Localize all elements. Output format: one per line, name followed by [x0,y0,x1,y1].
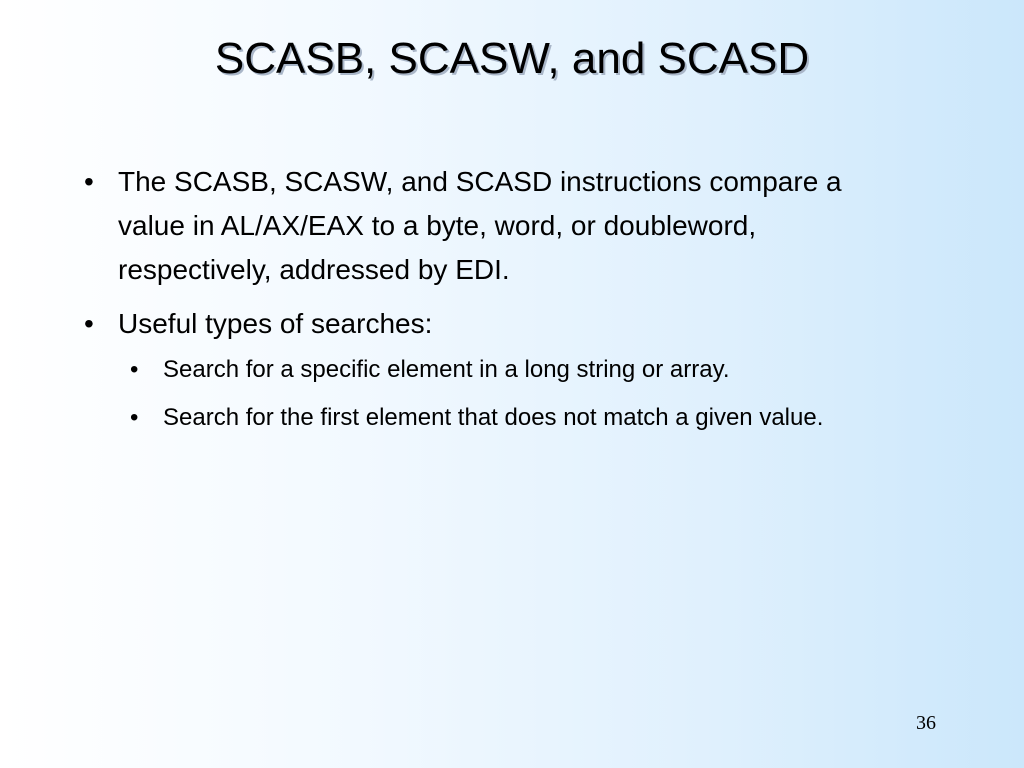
bullet-item [80,302,910,438]
bullet-item [80,160,910,292]
page-number: 36 [916,712,936,734]
sub-bullet-item [118,398,910,438]
sub-bullet-text: Search for a specific element in a long string or array. [163,356,730,383]
sub-bullet-icon: • [130,356,139,383]
bullet-text: Useful types of searches: [118,308,433,339]
slide-title: SCASB, SCASW, and SCASD [214,34,810,83]
sub-bullet-item [118,350,910,390]
bullet-text: The SCASB, SCASW, and SCASD instructions compare a value in AL/AX/EAX to a byte, word, or doubleword, respectively, addressed by EDI. [118,166,842,285]
bullet-icon: • [84,308,94,339]
bullet-list [80,160,910,448]
sub-bullet-icon: • [130,404,139,431]
sub-bullet-list [118,350,910,438]
sub-bullet-text: Search for the first element that does not match a given value. [163,404,824,431]
bullet-icon: • [84,166,94,197]
